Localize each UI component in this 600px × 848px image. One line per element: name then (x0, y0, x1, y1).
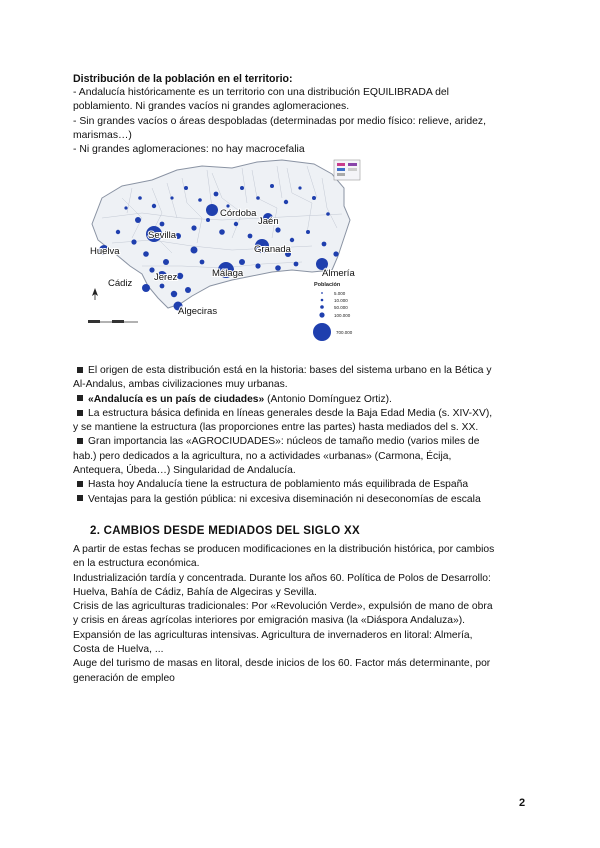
legend-value: 700.000 (336, 330, 353, 335)
paragraph-line: Industrialización tardía y concentrada. Durante los años 60. Política de Polos de Desarrollo: (73, 572, 491, 584)
paragraph-line: Costa de Huelva, ... (73, 644, 164, 656)
legend-value: 10.000 (334, 298, 348, 303)
square-bullet-icon (77, 481, 83, 487)
north-arrow-icon (92, 288, 98, 300)
page-number: 2 (519, 797, 526, 809)
paragraph-line: poblamiento. Ni grandes vacíos ni grandes aglomeraciones. (73, 101, 350, 113)
andalucia-map-svg (82, 158, 368, 346)
city-label: Almería (322, 268, 355, 279)
list-item-continuation: Al-Andalus, ambas civilizaciones muy urbanas. (73, 379, 288, 391)
city-label: Córdoba (220, 208, 257, 219)
paragraph-line: A partir de estas fechas se producen modificaciones en la distribución histórica, por cambios (73, 544, 495, 555)
bullet-list (73, 364, 533, 507)
list-item: El origen de esta distribución está en la historia: bases del sistema urbano en la Bética y (73, 364, 533, 378)
square-bullet-icon (77, 367, 83, 373)
paragraph-line: y crisis en áreas agrícolas interiores por emigración masiva (la «Diáspora Andaluza»). (73, 615, 466, 627)
paragraph-line: - Andalucía históricamente es un territorio con una distribución EQUILIBRADA del (73, 87, 449, 99)
list-item-continuation: hab.) pero dedicados a la agricultura, no a actividades «urbanas» (Carmona, Écija, (73, 450, 452, 462)
list-item-continuation: y se mantiene la estructura (las proporciones entre las partes) hasta mediados del s. XX. (73, 422, 479, 434)
city-label: Málaga (212, 268, 244, 279)
legend-title: Población (314, 282, 341, 288)
population-map (82, 158, 368, 346)
paragraph-line: Huelva, Bahía de Cádiz, Bahía de Algeciras y Sevilla. (73, 586, 317, 598)
paragraph-line: Expansión de las agriculturas intensivas. Agricultura de invernaderos en litoral: Almería, (73, 629, 473, 641)
section-changes (73, 543, 533, 686)
section-distribution (73, 72, 533, 157)
square-bullet-icon (77, 438, 83, 444)
list-item: Ventajas para la gestión pública: ni excesiva diseminación ni deseconomías de escala (73, 493, 533, 507)
paragraph-line: generación de empleo (73, 672, 175, 684)
legend-value: 5.000 (334, 291, 346, 296)
color-legend-swatch (334, 160, 360, 180)
city-label: Jerez (154, 272, 178, 283)
population-legend (313, 282, 353, 341)
paragraph-line: - Ni grandes aglomeraciones: no hay macrocefalia (73, 144, 305, 156)
city-label: Algeciras (178, 306, 218, 317)
city-label: Sevilla (148, 230, 176, 241)
list-item-continuation: Antequera, Úbeda…) Singularidad de Andalucía. (73, 465, 296, 477)
paragraph-line: en la estructura económica. (73, 558, 200, 570)
paragraph-line: marismas…) (73, 129, 132, 141)
section-title: 2. CAMBIOS DESDE MEDIADOS DEL SIGLO XX (90, 525, 360, 537)
list-item: «Andalucía es un país de ciudades» (Antonio Domínguez Ortiz). (73, 393, 533, 407)
paragraph-line: Auge del turismo de masas en litoral, desde inicios de los 60. Factor más determinante, por (73, 658, 491, 670)
list-item: Hasta hoy Andalucía tiene la estructura de poblamiento más equilibrada de España (73, 478, 533, 492)
legend-value: 100.000 (334, 313, 351, 318)
city-label: Jaén (258, 216, 279, 227)
square-bullet-icon (77, 495, 83, 501)
legend-value: 50.000 (334, 305, 348, 310)
city-label: Cádiz (108, 278, 133, 289)
list-item: Gran importancia las «AGROCIUDADES»: núcleos de tamaño medio (varios miles de (73, 435, 533, 449)
square-bullet-icon (77, 410, 83, 416)
city-label: Huelva (90, 246, 120, 257)
list-item: La estructura básica definida en líneas generales desde la Baja Edad Media (s. XIV-XV), (73, 407, 533, 421)
paragraph-line: Crisis de las agriculturas tradicionales: Por «Revolución Verde», expulsión de mano de obra (73, 601, 493, 613)
square-bullet-icon (77, 395, 83, 401)
section-heading: Distribución de la población en el territorio: (73, 73, 293, 85)
scale-bar (88, 320, 138, 323)
city-label: Granada (254, 244, 291, 255)
paragraph-line: - Sin grandes vacíos o áreas despobladas (determinadas por medio físico: relieve, aridez, (73, 115, 486, 127)
